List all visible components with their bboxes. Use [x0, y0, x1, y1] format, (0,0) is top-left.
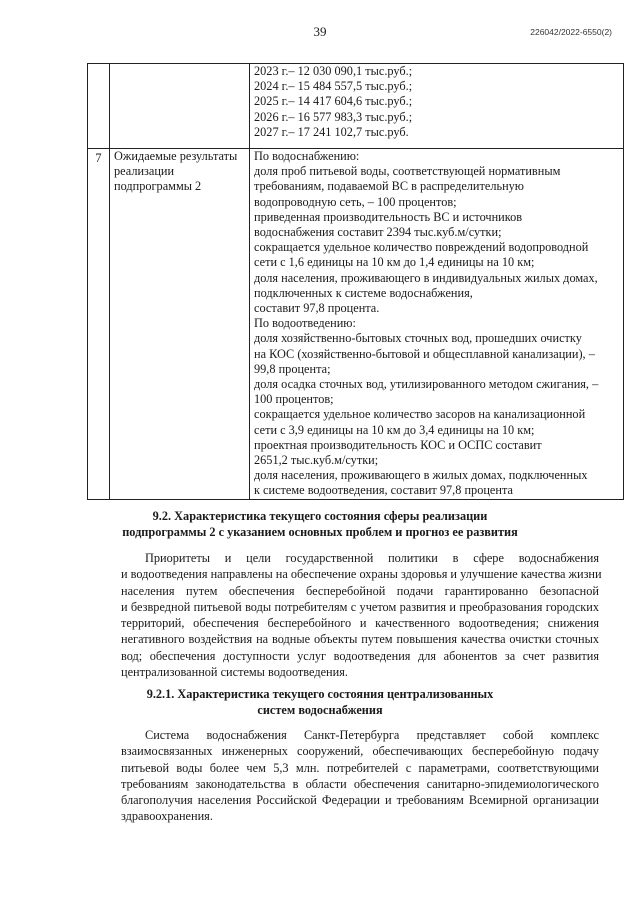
paragraph-line: централизованной системы водоотведения. — [121, 665, 348, 680]
row-number: 7 — [88, 149, 110, 500]
results-line: приведенная производительность ВС и источников — [254, 209, 523, 224]
section-title-line: подпрограммы 2 с указанием основных проблем и прогноз ее развития — [122, 525, 518, 539]
section-9-2-1-paragraph — [121, 727, 599, 825]
paragraph-line: питьевой воды более чем 5,3 млн. потребителей с параметрами, соответствующими — [121, 760, 599, 775]
paragraph-line: здравоохранения. — [121, 809, 213, 824]
results-line: проектная производительность КОС и ОСПС составит — [254, 437, 542, 452]
paragraph-line: требованиям законодательства в области обеспечения санитарно-эпидемиологического — [121, 776, 599, 791]
table-row-expected-results — [88, 149, 624, 500]
paragraph-line: Система водоснабжения Санкт-Петербурга представляет собой комплекс — [145, 728, 599, 742]
results-line: подключенных к системе водоснабжения, — [254, 285, 473, 300]
paragraph-line: и безвредной питьевой воды потребителям с учетом развития и преобразования городских — [121, 599, 599, 614]
section-title-line: 9.2. Характеристика текущего состояния сферы реализации — [152, 509, 488, 523]
results-line: на КОС (хозяйственно-бытовой и общесплавной канализации), – — [254, 346, 595, 361]
results-line: доля населения, проживающего в жилых домах, подключенных — [254, 468, 588, 483]
results-line: доля осадка сточных вод, утилизированного методом сжигания, – — [254, 377, 599, 392]
table-row-funding — [88, 64, 624, 149]
row-label-line: подпрограммы 2 — [114, 179, 202, 194]
funding-line: 2026 г.– 16 577 983,3 тыс.руб.; — [254, 109, 413, 124]
results-line: сети с 3,9 единицы на 10 км до 3,4 единицы на 10 км; — [254, 422, 535, 437]
results-line: 2651,2 тыс.куб.м/сутки; — [254, 453, 379, 468]
row-label-cell — [110, 64, 250, 149]
results-line: сети с 1,6 единицы на 10 км до 1,4 единицы на 10 км; — [254, 255, 535, 270]
paragraph-line: благополучия населения Российской Федерации и требованиям Всемирной организации — [121, 793, 599, 808]
section-9-2-title — [0, 508, 640, 540]
results-line: к системе водоотведения, составит 97,8 процента — [254, 483, 513, 498]
results-line: доля населения, проживающего в индивидуальных жилых домах, — [254, 270, 598, 285]
section-title-line: систем водоснабжения — [257, 703, 383, 717]
subprogram-passport-table — [87, 63, 624, 500]
paragraph-line: территорий, обеспечения бесперебойного и качественного водоотведения; снижения — [121, 616, 599, 631]
paragraph-line: населения путем обеспечения бесперебойной подачи гарантированно безопасной — [121, 583, 599, 598]
row-label-line: реализации — [114, 164, 175, 179]
results-line: По водоснабжению: — [254, 149, 360, 163]
results-line: сокращается удельное количество засоров на канализационной — [254, 407, 586, 422]
section-9-2-paragraph — [121, 550, 602, 680]
results-line: доля проб питьевой воды, соответствующей нормативным — [254, 164, 561, 179]
results-line: водоснабжения составит 2394 тыс.куб.м/сутки; — [254, 225, 502, 240]
funding-cell — [250, 64, 624, 149]
results-line: доля хозяйственно-бытовых сточных вод, прошедших очистку — [254, 331, 582, 346]
paragraph-line: взаимосвязанных инженерных сооружений, обеспечивающих бесперебойную подачу — [121, 744, 599, 759]
row-label-cell — [110, 149, 250, 500]
section-9-2-1-title — [0, 686, 640, 718]
document-code: 226042/2022-6550(2) — [530, 27, 612, 37]
paragraph-line: и водоотведения направлены на обеспечение охраны здоровья и улучшение качества жизни — [121, 567, 602, 582]
row-label-line: Ожидаемые результаты — [114, 149, 238, 163]
paragraph-line: Приоритеты и цели государственной политики в сфере водоснабжения — [145, 551, 599, 565]
results-line: требованиям, подаваемой ВС в распределительную — [254, 179, 524, 194]
results-line: водопроводную сеть, – 100 процентов; — [254, 194, 457, 209]
funding-line: 2025 г.– 14 417 604,6 тыс.руб.; — [254, 94, 413, 109]
row-number-cell — [88, 64, 110, 149]
results-line: 100 процентов; — [254, 392, 334, 407]
paragraph-line: вод; обеспечения доступности услуг водоотведения для абонентов за счет развития — [121, 648, 599, 663]
funding-line: 2027 г.– 17 241 102,7 тыс.руб. — [254, 124, 409, 139]
results-line: сокращается удельное количество повреждений водопроводной — [254, 240, 589, 255]
results-line: составит 97,8 процента. — [254, 301, 380, 316]
page-number: 39 — [313, 24, 327, 39]
section-title-line: 9.2.1. Характеристика текущего состояния централизованных — [146, 687, 494, 701]
results-line: 99,8 процента; — [254, 361, 331, 376]
results-cell — [250, 149, 624, 500]
results-line: По водоотведению: — [254, 316, 356, 331]
paragraph-line: негативного воздействия на водные объекты путем повышения качества очистки сточных — [121, 632, 599, 647]
funding-line: 2023 г.– 12 030 090,1 тыс.руб.; — [254, 64, 413, 78]
funding-line: 2024 г.– 15 484 557,5 тыс.руб.; — [254, 79, 413, 94]
